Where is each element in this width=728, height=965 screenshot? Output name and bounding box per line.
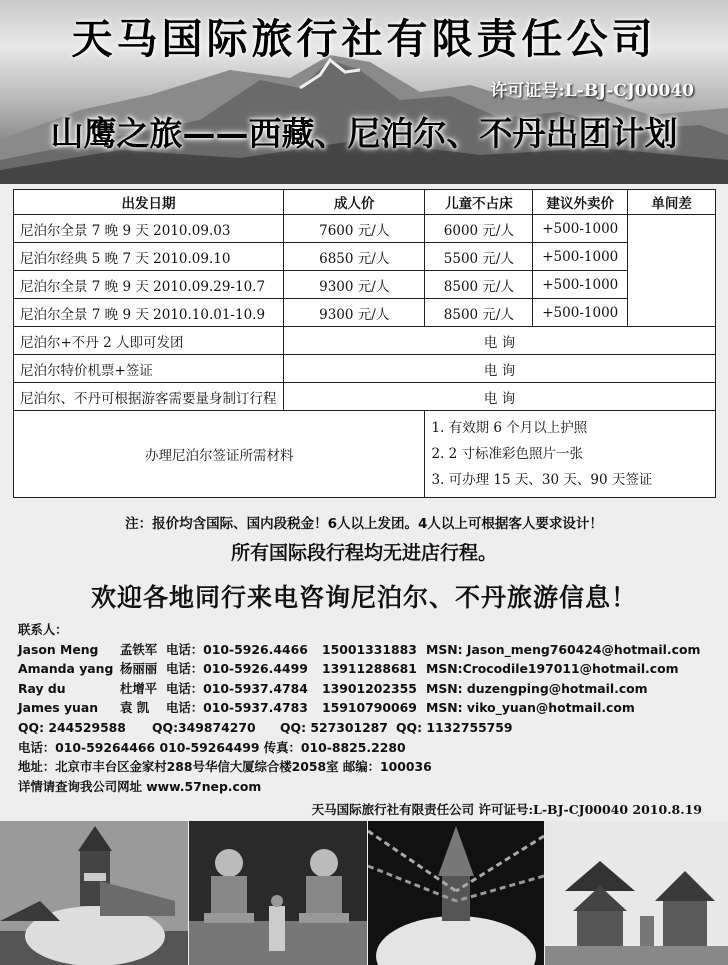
visa-item: 3. 可办理 15 天、30 天、90 天签证 <box>431 472 653 488</box>
address: 地址：北京市丰台区金家村288号华信大厦综合楼2058室 邮编：100036 <box>18 759 432 775</box>
special-label: 尼泊尔、不丹可根据游客需要量身制订行程 <box>14 383 284 411</box>
footer-signature: 天马国际旅行社有限责任公司 许可证号:L-BJ-CJ00040 2010.8.19 <box>311 802 702 817</box>
special-label: 尼泊尔+不丹 2 人即可发团 <box>14 327 284 355</box>
contact-cn-name: 孟铁军 <box>120 641 158 657</box>
row-suggest: +500-1000 <box>533 243 628 271</box>
contact-cn-name: 袁 凯 <box>120 700 150 716</box>
contact-en-name: Amanda yang <box>18 661 114 677</box>
tour-title: 山鹰之旅——西藏、尼泊尔、不丹出团计划 <box>50 114 678 153</box>
contact-en-name: Ray du <box>18 680 66 696</box>
header-date: 出发日期 <box>14 190 284 215</box>
row-child: 8500 元/人 <box>425 299 533 327</box>
row-date: 尼泊尔全景 7 晚 9 天 2010.09.29-10.7 <box>14 271 284 299</box>
photo-strip <box>0 821 728 965</box>
contact-msn[interactable]: MSN: viko_yuan@hotmail.com <box>426 700 635 716</box>
visa-row <box>14 411 716 498</box>
table-header-row <box>14 190 716 215</box>
contact-en-name: Jason Meng <box>18 641 99 657</box>
contact-tel: 电话：010-5926.4499 <box>166 661 308 677</box>
qq-number: QQ: 1132755759 <box>396 719 513 735</box>
visa-item: 1. 有效期 6 个月以上护照 <box>431 420 588 436</box>
single-supplement-cell <box>628 215 716 327</box>
contacts-section <box>18 620 718 796</box>
qq-number: QQ: 527301287 <box>280 719 388 735</box>
license-number: 许可证号:L-BJ-CJ00040 <box>490 81 694 101</box>
row-adult: 9300 元/人 <box>283 299 424 327</box>
header-banner <box>0 0 728 184</box>
row-child: 6000 元/人 <box>425 215 533 243</box>
special-value: 电 询 <box>283 327 715 355</box>
contact-mobile: 13901202355 <box>322 680 417 696</box>
contact-mobile: 15001331883 <box>322 641 417 657</box>
special-value: 电 询 <box>283 355 715 383</box>
contact-tel: 电话：010-5926.4466 <box>166 641 308 657</box>
contact-tel: 电话：010-5937.4784 <box>166 680 308 696</box>
table-row <box>14 243 716 271</box>
special-row <box>14 355 716 383</box>
row-date: 尼泊尔全景 7 晚 9 天 2010.09.03 <box>14 215 284 243</box>
row-child: 8500 元/人 <box>425 271 533 299</box>
company-name: 天马国际旅行社有限责任公司 <box>71 15 657 63</box>
contacts-heading <box>18 620 718 640</box>
visa-item: 2. 2 寸标准彩色照片一张 <box>431 446 584 462</box>
special-value: 电 询 <box>283 383 715 411</box>
header-adult: 成人价 <box>283 190 424 215</box>
stupa-photo <box>0 821 188 965</box>
contact-msn[interactable]: MSN:Crocodile197011@hotmail.com <box>426 661 679 677</box>
contact-row <box>18 679 718 699</box>
contact-mobile: 13911288681 <box>322 661 417 677</box>
phone-row <box>18 738 718 758</box>
row-suggest: +500-1000 <box>533 215 628 243</box>
header-suggest: 建议外卖价 <box>533 190 628 215</box>
contact-en-name: James yuan <box>18 700 99 716</box>
contact-msn[interactable]: MSN: duzengping@hotmail.com <box>426 680 648 696</box>
qq-number: QQ:349874270 <box>152 719 256 735</box>
address-row <box>18 757 718 777</box>
contact-tel: 电话：010-5937.4783 <box>166 700 308 716</box>
website-link[interactable]: 详情请查询我公司网址 www.57nep.com <box>18 778 262 794</box>
contacts-heading-text: 联系人： <box>18 622 68 637</box>
price-note: 注：报价均含国际、国内段税金！6人以上发团。4人以上可根据客人要求设计！ <box>125 516 603 532</box>
row-adult: 9300 元/人 <box>283 271 424 299</box>
table-row <box>14 271 716 299</box>
price-table <box>13 189 716 498</box>
welcome-note: 欢迎各地同行来电咨询尼泊尔、不丹旅游信息！ <box>90 583 637 612</box>
contact-row <box>18 640 718 660</box>
qq-row <box>18 718 718 738</box>
durbar-square-photo <box>545 821 728 965</box>
row-date: 尼泊尔经典 5 晚 7 天 2010.09.10 <box>14 243 284 271</box>
contact-cn-name: 杜增平 <box>120 680 158 696</box>
visa-label: 办理尼泊尔签证所需材料 <box>14 411 425 498</box>
contact-row <box>18 698 718 718</box>
contact-msn[interactable]: MSN: Jason_meng760424@hotmail.com <box>426 641 701 657</box>
special-row <box>14 383 716 411</box>
row-date: 尼泊尔全景 7 晚 9 天 2010.10.01-10.9 <box>14 299 284 327</box>
special-row <box>14 327 716 355</box>
row-adult: 7600 元/人 <box>283 215 424 243</box>
header-child: 儿童不占床 <box>425 190 533 215</box>
special-label: 尼泊尔特价机票+签证 <box>14 355 284 383</box>
contact-mobile: 15910790069 <box>322 700 417 716</box>
website-row <box>18 777 718 797</box>
contact-row <box>18 659 718 679</box>
table-row <box>14 299 716 327</box>
row-suggest: +500-1000 <box>533 299 628 327</box>
boudhanath-flags-photo <box>368 821 544 965</box>
phone-fax: 电话：010-59264466 010-59264499 传真：010-8825.2280 <box>18 739 406 755</box>
visa-materials <box>425 411 716 498</box>
row-adult: 6850 元/人 <box>283 243 424 271</box>
no-shopping-note: 所有国际段行程均无进店行程。 <box>230 542 497 564</box>
header-single: 单间差 <box>628 190 716 215</box>
row-child: 5500 元/人 <box>425 243 533 271</box>
contact-cn-name: 杨丽丽 <box>120 661 158 677</box>
table-row <box>14 215 716 243</box>
qq-number: QQ: 244529588 <box>18 719 126 735</box>
guardian-statues-photo <box>189 821 367 965</box>
row-suggest: +500-1000 <box>533 271 628 299</box>
